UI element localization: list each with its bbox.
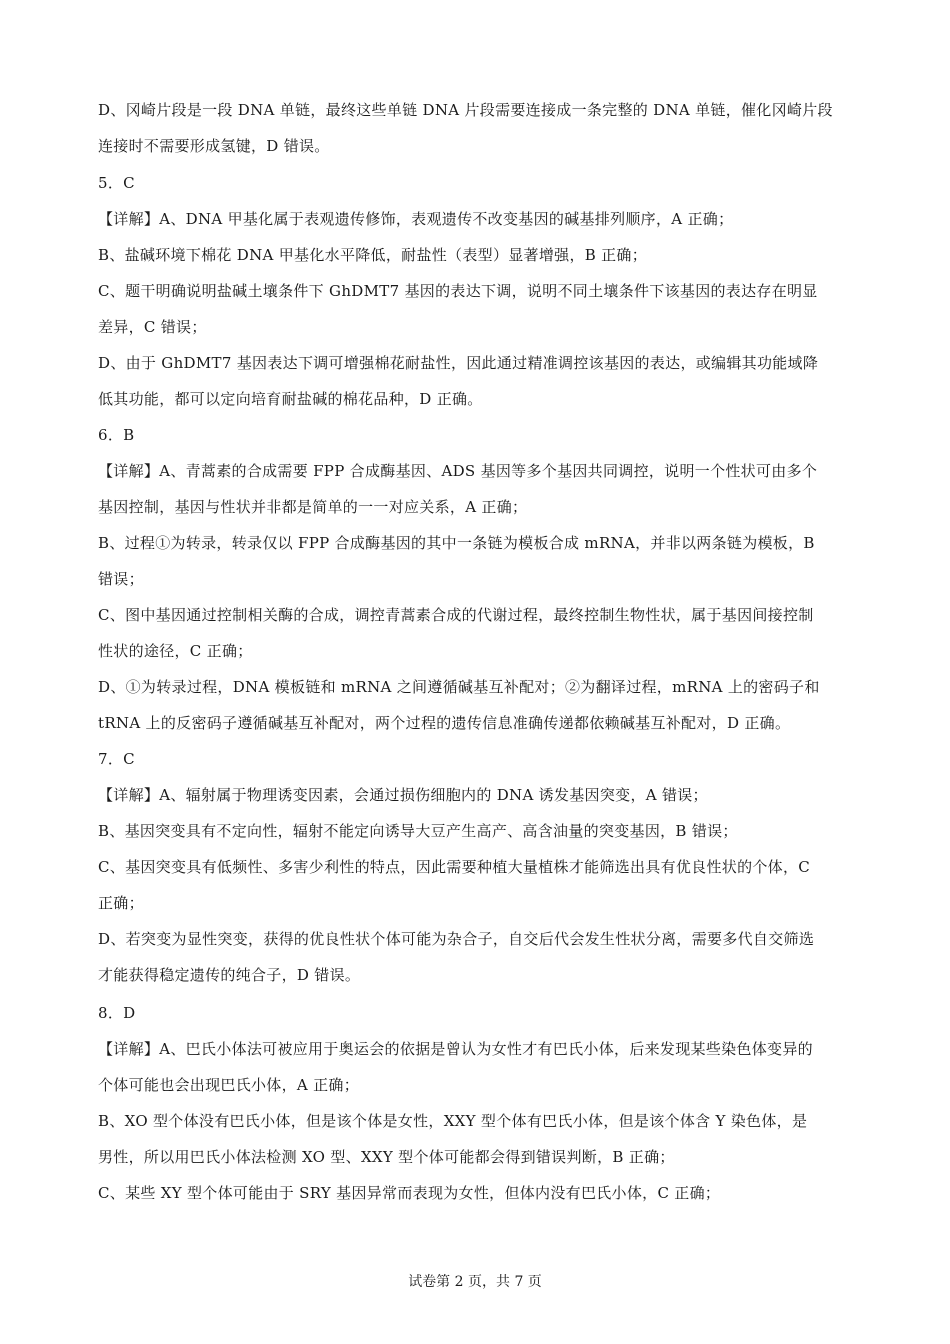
text-line: 差异，C 错误； xyxy=(98,318,207,336)
text-line: 【详解】A、青蒿素的合成需要 FPP 合成酶基因、ADS 基因等多个基因共同调控，说明一个性状可由多个 xyxy=(98,462,818,480)
question-answer-key: 6．B xyxy=(98,426,135,444)
text-line: B、基因突变具有不定向性，辐射不能定向诱导大豆产生高产、高含油量的突变基因，B 错误； xyxy=(98,822,738,840)
text-line: 个体可能也会出现巴氏小体，A 正确； xyxy=(98,1076,360,1094)
text-line: D、冈崎片段是一段 DNA 单链，最终这些单链 DNA 片段需要连接成一条完整的 DNA 单链，催化冈崎片段 xyxy=(98,101,833,119)
text-line: B、盐碱环境下棉花 DNA 甲基化水平降低，耐盐性（表型）显著增强，B 正确； xyxy=(98,246,648,264)
text-line: 【详解】A、DNA 甲基化属于表观遗传修饰，表观遗传不改变基因的碱基排列顺序，A 正确； xyxy=(98,210,734,228)
question-answer-key: 8．D xyxy=(98,1004,136,1022)
text-line: 基因控制，基因与性状并非都是简单的一一对应关系，A 正确； xyxy=(98,498,528,516)
text-line: 错误； xyxy=(98,570,144,588)
question-answer-key: 7．C xyxy=(98,750,135,768)
text-line: 男性，所以用巴氏小体法检测 XO 型、XXY 型个体可能都会得到错误判断，B 正确； xyxy=(98,1148,675,1166)
text-line: C、某些 XY 型个体可能由于 SRY 基因异常而表现为女性，但体内没有巴氏小体，C 正确； xyxy=(98,1184,721,1202)
text-line: B、过程①为转录，转录仅以 FPP 合成酶基因的其中一条链为模板合成 mRNA，并非以两条链为模板，B xyxy=(98,534,815,552)
text-line: 【详解】A、巴氏小体法可被应用于奥运会的依据是曾认为女性才有巴氏小体，后来发现某些染色体变异的 xyxy=(98,1040,813,1058)
text-line: D、①为转录过程，DNA 模板链和 mRNA 之间遵循碱基互补配对；②为翻译过程，mRNA 上的密码子和 xyxy=(98,678,820,696)
text-line: 正确； xyxy=(98,894,144,912)
text-line: B、XO 型个体没有巴氏小体，但是该个体是女性，XXY 型个体有巴氏小体，但是该个体含 Y 染色体，是 xyxy=(98,1112,808,1130)
text-line: tRNA 上的反密码子遵循碱基互补配对，两个过程的遗传信息准确传递都依赖碱基互补配对，D 正确。 xyxy=(98,714,791,732)
text-line: 性状的途径，C 正确； xyxy=(98,642,253,660)
text-line: 低其功能，都可以定向培育耐盐碱的棉花品种，D 正确。 xyxy=(98,390,483,408)
text-line: C、基因突变具有低频性、多害少利性的特点，因此需要种植大量植株才能筛选出具有优良性状的个体，C xyxy=(98,858,811,876)
text-line: C、题干明确说明盐碱土壤条件下 GhDMT7 基因的表达下调，说明不同土壤条件下该基因的表达存在明显 xyxy=(98,282,818,300)
text-line: 【详解】A、辐射属于物理诱变因素，会通过损伤细胞内的 DNA 诱发基因突变，A 错误； xyxy=(98,786,708,804)
page-footer: 试卷第 2 页，共 7 页 xyxy=(408,1274,542,1290)
question-answer-key: 5．C xyxy=(98,174,135,192)
text-line: 才能获得稳定遗传的纯合子，D 错误。 xyxy=(98,966,361,984)
text-line: D、若突变为显性突变，获得的优良性状个体可能为杂合子，自交后代会发生性状分离，需要多代自交筛选 xyxy=(98,930,815,948)
text-line: C、图中基因通过控制相关酶的合成，调控青蒿素合成的代谢过程，最终控制生物性状，属于基因间接控制 xyxy=(98,606,814,624)
text-line: 连接时不需要形成氢键，D 错误。 xyxy=(98,137,330,155)
text-line: D、由于 GhDMT7 基因表达下调可增强棉花耐盐性，因此通过精准调控该基因的表达，或编辑其功能域降 xyxy=(98,354,819,372)
